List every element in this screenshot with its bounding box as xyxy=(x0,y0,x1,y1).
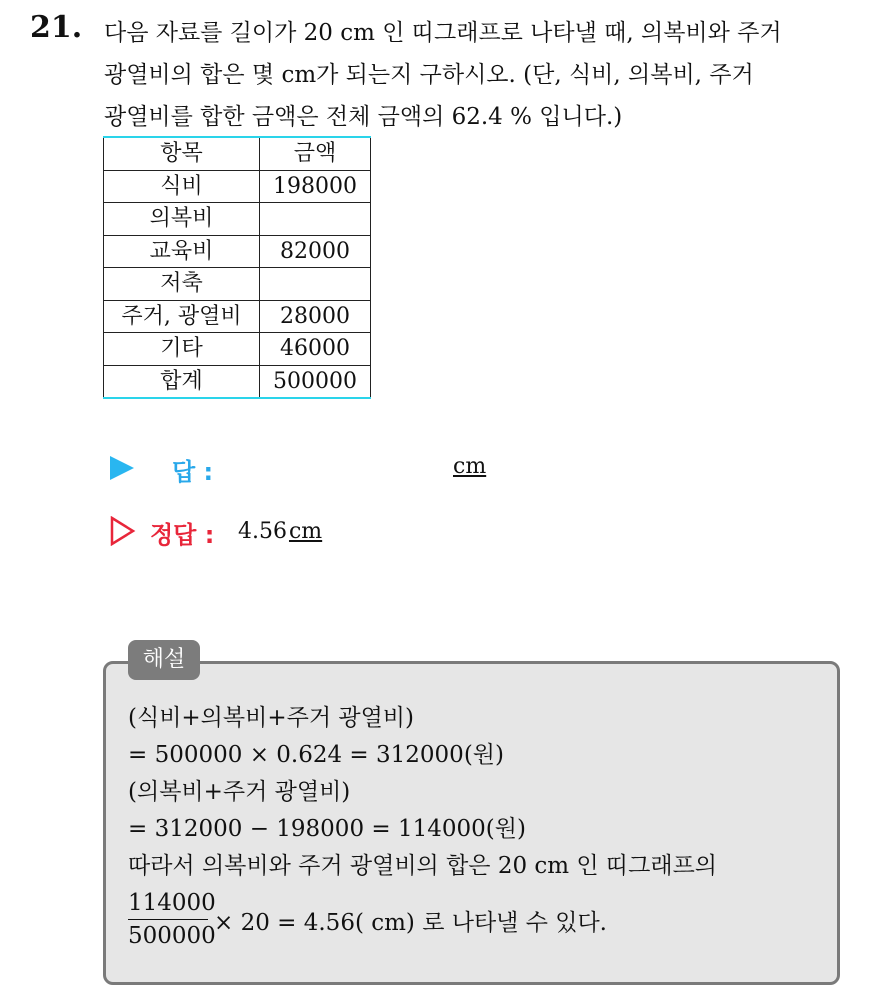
row-item: 주거, 광열비 xyxy=(104,300,260,333)
question-number: 21. xyxy=(30,10,83,45)
explanation-body xyxy=(128,700,828,885)
row-amount: 500000 xyxy=(260,365,371,398)
explanation-line: (의복비+주거 광열비) xyxy=(128,779,351,805)
table-row xyxy=(104,333,371,366)
answer-unit: cm xyxy=(453,454,487,479)
question-line: 광열비를 합한 금액은 전체 금액의 62.4 % 입니다.) xyxy=(104,104,623,130)
row-item: 교육비 xyxy=(104,235,260,268)
row-item: 식비 xyxy=(104,170,260,203)
answer-label: 답 : xyxy=(172,458,214,486)
table-header-row xyxy=(104,137,371,170)
row-amount: 46000 xyxy=(260,333,371,366)
table-row xyxy=(104,300,371,333)
explanation-fraction-line xyxy=(128,887,828,957)
table-row xyxy=(104,235,371,268)
question-text xyxy=(104,12,864,138)
fraction-numerator: 114000 xyxy=(128,887,208,920)
table-row xyxy=(104,203,371,236)
table-row xyxy=(104,170,371,203)
solution-unit: cm xyxy=(288,519,323,544)
row-amount: 198000 xyxy=(260,170,371,203)
row-item: 의복비 xyxy=(104,203,260,236)
row-item: 합계 xyxy=(104,365,260,398)
row-item: 저축 xyxy=(104,268,260,301)
question-line: 다음 자료를 길이가 20 cm 인 띠그래프로 나타낼 때, 의복비와 주거 xyxy=(104,20,782,46)
row-amount xyxy=(260,203,371,236)
header-item: 항목 xyxy=(104,137,260,170)
expense-table xyxy=(103,136,371,399)
solution-label: 정답 : xyxy=(150,521,215,549)
fraction-denominator: 500000 xyxy=(128,923,216,949)
explanation-line: = 312000 − 198000 = 114000(원) xyxy=(128,816,526,842)
question-line: 광열비의 합은 몇 cm가 되는지 구하시오. (단, 식비, 의복비, 주거 xyxy=(104,62,754,88)
table-row-total xyxy=(104,365,371,398)
play-triangle-icon xyxy=(110,456,134,480)
explanation-line: 따라서 의복비와 주거 광열비의 합은 20 cm 인 띠그래프의 xyxy=(128,853,718,879)
row-item: 기타 xyxy=(104,333,260,366)
explanation-line: (식비+의복비+주거 광열비) xyxy=(128,705,414,731)
solution-row xyxy=(110,515,530,551)
solution-value: 4.56 xyxy=(238,519,287,544)
header-amount: 금액 xyxy=(260,137,371,170)
row-amount xyxy=(260,268,371,301)
explanation-tag: 해설 xyxy=(128,640,200,680)
table-row xyxy=(104,268,371,301)
fraction xyxy=(128,887,216,952)
answer-row xyxy=(110,452,530,488)
outline-triangle-icon xyxy=(110,516,136,546)
explanation-final: × 20 = 4.56( cm) 로 나타낼 수 있다. xyxy=(214,910,607,936)
explanation-line: = 500000 × 0.624 = 312000(원) xyxy=(128,742,504,768)
row-amount: 82000 xyxy=(260,235,371,268)
solution-value-wrap xyxy=(238,519,322,544)
row-amount: 28000 xyxy=(260,300,371,333)
